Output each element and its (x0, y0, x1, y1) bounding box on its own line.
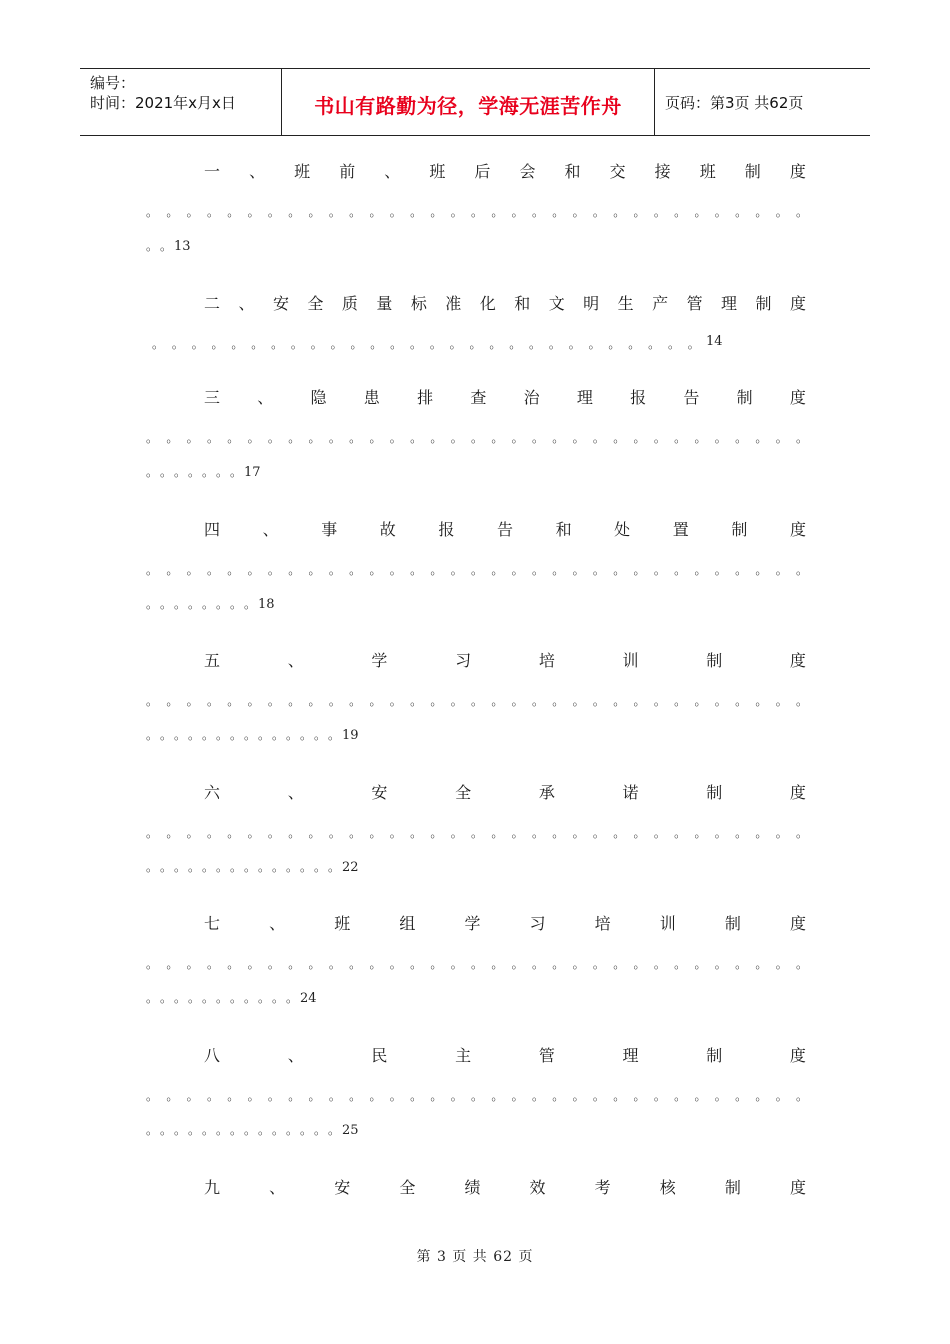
toc-dot-leader: 。 。 。 。 。 。 。 。 。 。 。 。 。 。 。 。 。 。 。 。 。 。 。 。 。 。 。 。 。 。 。 。 。 (146, 1089, 809, 1103)
toc-tail-line: 。 。 。 。 。 。 。 。 18 (146, 597, 275, 612)
toc-tail-line: 。 。 。 。 。 。 。 。 。 。 。 。 。 。 19 (146, 728, 359, 743)
header-meta (80, 69, 282, 135)
toc-page-number: 18 (258, 597, 275, 612)
toc-entry-title: 八 、 民 主 管 理 制 度 (204, 1046, 806, 1065)
toc-tail-line: 。 。 13 (146, 239, 191, 254)
toc-dot-leader: 。 。 。 。 。 。 。 。 。 。 。 。 。 。 。 。 。 。 。 。 。 。 。 。 。 。 。 。 。 。 。 。 。 (146, 694, 809, 708)
toc-dot-leader: 。 。 。 。 。 。 。 。 。 。 。 。 。 。 。 。 。 。 。 。 。 。 。 。 。 。 。 。 。 。 。 。 。 (146, 826, 809, 840)
toc-dot-leader: 。 。 。 。 。 。 。 。 。 。 。 。 。 。 。 。 。 。 。 。 。 。 。 。 。 。 。 。 (152, 337, 700, 351)
header-motto: 书山有路勤为径，学海无涯苦作舟 (282, 69, 655, 135)
toc-page-number: 24 (300, 991, 317, 1006)
toc-entry-title: 四 、 事 故 报 告 和 处 置 制 度 (204, 520, 806, 539)
toc-page-number: 17 (244, 465, 261, 480)
toc-page-number: 13 (174, 239, 191, 254)
toc-entry-title: 九 、 安 全 绩 效 考 核 制 度 (204, 1178, 806, 1197)
document-date: 时间：2021年x月x日 (90, 94, 236, 112)
toc-tail-line: 。 。 。 。 。 。 。 。 。 。 。 24 (146, 991, 317, 1006)
toc-tail-line: 。 。 。 。 。 。 。 。 。 。 。 。 。 。 25 (146, 1123, 359, 1138)
toc-entry-title: 二 、 安 全 质 量 标 准 化 和 文 明 生 产 管 理 制 度 (204, 294, 806, 313)
toc-entry-title: 一 、 班 前 、 班 后 会 和 交 接 班 制 度 (204, 162, 806, 181)
toc-page-number: 25 (342, 1123, 359, 1138)
toc-entry-title: 七 、 班 组 学 习 培 训 制 度 (204, 914, 806, 933)
toc-entry-title: 三 、 隐 患 排 查 治 理 报 告 制 度 (204, 388, 806, 407)
toc-page-number: 19 (342, 728, 359, 743)
toc-dot-leader: 。 。 。 。 。 。 。 。 。 。 。 。 。 。 。 。 。 。 。 。 。 。 。 。 。 。 。 。 。 。 。 。 。 (146, 205, 809, 219)
page-header (80, 68, 870, 136)
toc-entry-title: 六 、 安 全 承 诺 制 度 (204, 783, 806, 802)
toc-entry-title: 五 、 学 习 培 训 制 度 (204, 651, 806, 670)
header-page-info: 页码：第3页 共62页 (665, 93, 804, 112)
toc-page-number: 22 (342, 860, 359, 875)
toc-dot-leader: 。 。 。 。 。 。 。 。 。 。 。 。 。 。 。 。 。 。 。 。 。 。 。 。 。 。 。 。 。 。 。 。 。 (146, 957, 809, 971)
toc-dot-leader: 。 。 。 。 。 。 。 。 。 。 。 。 。 。 。 。 。 。 。 。 。 。 。 。 。 。 。 。 。 。 。 。 。 (146, 563, 809, 577)
toc-tail-line: 。 。 。 。 。 。 。 17 (146, 465, 261, 480)
toc-dot-leader: 。 。 。 。 。 。 。 。 。 。 。 。 。 。 。 。 。 。 。 。 。 。 。 。 。 。 。 。 。 。 。 。 。 (146, 431, 809, 445)
document-number: 编号： (90, 74, 136, 92)
toc-tail-line: 。 。 。 。 。 。 。 。 。 。 。 。 。 。 22 (146, 860, 359, 875)
page-footer: 第 3 页 共 62 页 (416, 1249, 534, 1265)
toc-page-number: 14 (706, 334, 723, 349)
